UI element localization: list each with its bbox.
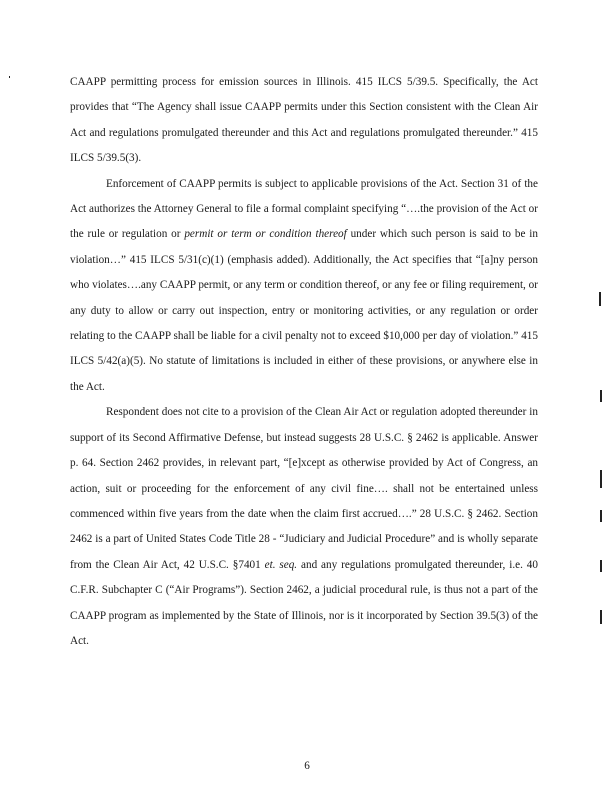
scan-mark (600, 390, 602, 402)
text-run: Enforcement of CAAPP permits is subject to applicable provisions of the Act. Section 31 of the Act authorizes the Attorney General to file a formal complaint specifying “….the provision of the Act or the rule or regulation or (70, 177, 538, 241)
scan-mark (599, 292, 601, 306)
paragraph (70, 400, 538, 654)
page-number: 6 (304, 760, 310, 772)
text-run: under which such person is said to be in violation…” 415 ILCS 5/31(c)(1) (emphasis added). Additionally, the Act specifies that “[a]ny person who violates….any CAAPP permit, or any term or condition thereof, or any fee or filing requirement, or any duty to allow or carry out inspection, entry or monitoring activities, or any regulation or order relating to the CAAPP shall be liable for a civil penalty not to exceed $10,000 per day of violation.” 415 ILCS 5/42(a)(5). No statute of limitations is included in either of these provisions, or anywhere else in the Act. (70, 228, 538, 393)
scan-mark (600, 510, 602, 522)
scan-mark (600, 470, 602, 488)
text-run: Respondent does not cite to a provision of the Clean Air Act or regulation adopted thereunder in support of its Second Affirmative Defense, but instead suggests 28 U.S.C. § 2462 is applicable. Answer p. 64. Section 2462 provides, in relevant part, “[e]xcept as otherwise provided by Act of Congress, an action, suit or proceeding for the enforcement of any civil fine…. shall not be entertained unless commenced within five years from the date when the claim first accrued….” 28 U.S.C. § 2462. Section 2462 is a part of United States Code Title 28 - “Judiciary and Judicial Procedure” and is wholly separate from the Clean Air Act, 42 U.S.C. §7401 (70, 406, 538, 571)
text-run: CAAPP permitting process for emission sources in Illinois. 415 ILCS 5/39.5. Specifically, the Act provides that “The Agency shall issue CAAPP permits under this Section consistent with the Clean Air Act and regulations promulgated thereunder and this Act and regulations promulgated thereunder.” 415 ILCS 5/39.5(3). (70, 76, 538, 165)
scan-mark (600, 610, 602, 624)
scan-mark (9, 76, 10, 78)
emphasis-text: et. seq. (264, 558, 298, 571)
emphasis-text: permit or term or condition thereof (184, 228, 347, 241)
paragraph (70, 70, 538, 172)
paragraph (70, 172, 538, 401)
text-run: and any regulations promulgated thereunder, i.e. 40 C.F.R. Subchapter C (“Air Programs”). Section 2462, a judicial procedural rule, is thus not a part of the CAAPP program as implemented by the State of Illinois, nor is it incorporated by Section 39.5(3) of the Act. (70, 558, 538, 647)
scan-mark (600, 560, 602, 572)
body-text (70, 70, 538, 654)
